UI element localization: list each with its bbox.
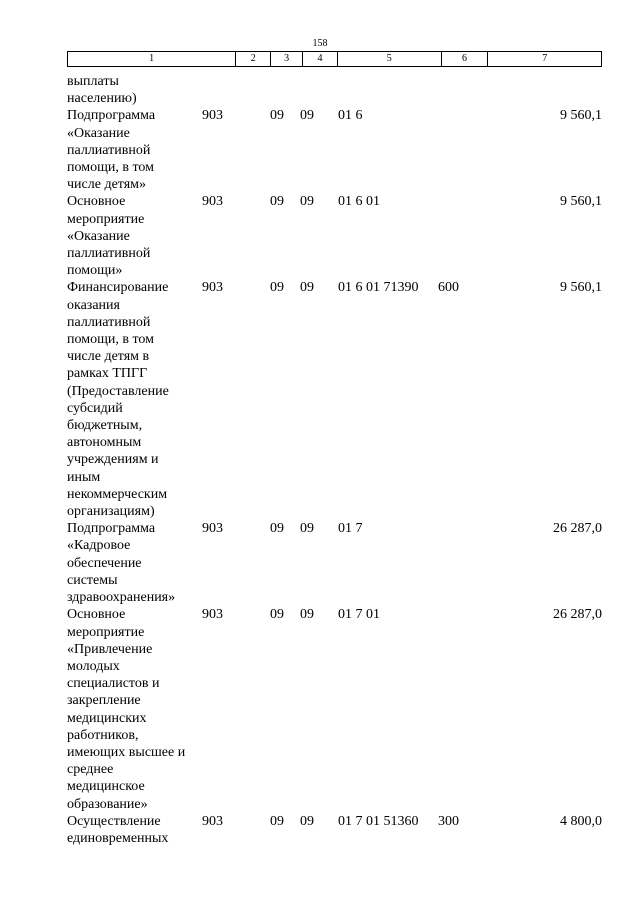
table-row <box>67 434 602 451</box>
row-name-line: организациям) <box>67 504 155 520</box>
header-col-4: 4 <box>303 52 338 66</box>
table-row <box>67 520 602 537</box>
row-name-line: Осуществление <box>67 813 161 829</box>
row-name-line: бюджетным, <box>67 418 143 434</box>
cell-col-5: 01 6 <box>338 108 363 124</box>
table-row <box>67 331 602 348</box>
table-row <box>67 451 602 468</box>
cell-col-4: 09 <box>300 108 314 124</box>
row-name-line: Основное <box>67 607 126 623</box>
table-row <box>67 279 602 296</box>
table-row <box>67 142 602 159</box>
header-col-5: 5 <box>338 52 442 66</box>
header-col-3: 3 <box>271 52 303 66</box>
header-col-6: 6 <box>442 52 489 66</box>
table-row <box>67 228 602 245</box>
row-name-line: выплаты <box>67 74 119 89</box>
cell-col-3 <box>270 73 300 90</box>
cell-col-2: 903 <box>202 280 223 296</box>
table-row <box>67 211 602 228</box>
row-name-line: Подпрограмма <box>67 521 156 537</box>
row-name-line: некоммерческим <box>67 486 168 502</box>
table-row <box>67 125 602 142</box>
table-row <box>67 658 602 675</box>
cell-col-6 <box>438 73 483 90</box>
row-name-line: паллиативной <box>67 314 151 330</box>
table-row <box>67 417 602 434</box>
table-header-row <box>67 51 602 67</box>
table-row <box>67 262 602 279</box>
row-name-line: числе детям в <box>67 349 150 365</box>
cell-col-7: 9 560,1 <box>560 194 602 210</box>
cell-col-6 <box>438 107 483 124</box>
cell-col-2: 903 <box>202 194 223 210</box>
cell-col-7: 4 800,0 <box>560 813 602 829</box>
row-name-line: населению) <box>67 91 137 107</box>
row-name-line: учреждениям и <box>67 452 159 468</box>
table-row <box>67 813 602 830</box>
cell-col-5: 01 7 01 51360 <box>338 813 419 829</box>
cell-col-5: 01 6 01 71390 <box>338 280 419 296</box>
table-row <box>67 761 602 778</box>
cell-col-7: 9 560,1 <box>560 108 602 124</box>
row-name-line: мероприятие <box>67 211 145 227</box>
row-name-line: образование» <box>67 796 148 812</box>
table-row <box>67 176 602 193</box>
cell-col-4: 09 <box>300 607 314 623</box>
row-name-line: Подпрограмма <box>67 108 156 124</box>
table-row <box>67 744 602 761</box>
cell-col-5: 01 7 01 <box>338 607 380 623</box>
table-row <box>67 400 602 417</box>
row-name-line: помощи, в том <box>67 332 154 348</box>
table-row <box>67 555 602 572</box>
cell-col-5: 01 6 01 <box>338 194 380 210</box>
table-row <box>67 606 602 623</box>
row-name-line: имеющих высшее и <box>67 744 186 760</box>
row-name-line: «Кадровое <box>67 538 131 554</box>
table-row <box>67 675 602 692</box>
cell-col-7: 26 287,0 <box>553 607 602 623</box>
cell-col-5: 01 7 <box>338 521 363 537</box>
row-name-line: среднее <box>67 762 114 778</box>
row-name-line: паллиативной <box>67 142 151 158</box>
cell-col-4: 09 <box>300 280 314 296</box>
cell-col-3: 09 <box>270 607 284 623</box>
cell-col-4: 09 <box>300 521 314 537</box>
table-row <box>67 692 602 709</box>
table-row <box>67 796 602 813</box>
cell-col-6 <box>438 606 483 623</box>
table-row <box>67 589 602 606</box>
table-row <box>67 90 602 107</box>
row-name-line: числе детям» <box>67 177 147 193</box>
table-row <box>67 537 602 554</box>
cell-col-7: 26 287,0 <box>553 521 602 537</box>
table-row <box>67 778 602 795</box>
row-name-line: медицинское <box>67 779 145 795</box>
header-col-2: 2 <box>236 52 271 66</box>
cell-col-6: 600 <box>438 280 459 296</box>
cell-col-3: 09 <box>270 521 284 537</box>
cell-col-6 <box>438 193 483 210</box>
cell-col-3: 09 <box>270 280 284 296</box>
cell-col-4 <box>300 73 338 90</box>
row-name-line: рамках ТПГГ <box>67 366 148 382</box>
table-row <box>67 193 602 210</box>
row-name-line: помощи» <box>67 263 123 279</box>
table-row <box>67 727 602 744</box>
cell-col-2: 903 <box>202 108 223 124</box>
row-name-line: Финансирование <box>67 280 169 296</box>
cell-col-3: 09 <box>270 813 284 829</box>
table-row <box>67 469 602 486</box>
table-row <box>67 641 602 658</box>
cell-col-3: 09 <box>270 108 284 124</box>
row-name-line: субсидий <box>67 400 123 416</box>
row-name-line: мероприятие <box>67 624 145 640</box>
row-name-line: (Предоставление <box>67 383 169 399</box>
row-name-line: единовременных <box>67 830 169 846</box>
cell-col-2: 903 <box>202 521 223 537</box>
row-name-line: работников, <box>67 727 139 743</box>
row-name-line: Основное <box>67 194 126 210</box>
row-name-line: паллиативной <box>67 246 151 262</box>
row-name-line: автономным <box>67 435 142 451</box>
table-row <box>67 830 602 847</box>
row-name-line: помощи, в том <box>67 160 154 176</box>
row-name-line: закрепление <box>67 693 141 709</box>
cell-col-3: 09 <box>270 194 284 210</box>
table-row <box>67 503 602 520</box>
table-row <box>67 348 602 365</box>
table-row <box>67 314 602 331</box>
row-name-line: иным <box>67 469 101 485</box>
row-name-line: здравоохранения» <box>67 590 176 606</box>
row-name-line: «Оказание <box>67 125 130 141</box>
row-name-line: системы <box>67 572 118 588</box>
row-name-line: «Оказание <box>67 228 130 244</box>
table-body <box>67 73 602 847</box>
header-col-1: 1 <box>68 52 236 66</box>
table-row <box>67 365 602 382</box>
table-row <box>67 297 602 314</box>
cell-col-6: 300 <box>438 813 459 829</box>
row-name-line: медицинских <box>67 710 147 726</box>
table-row <box>67 73 602 90</box>
cell-col-5 <box>338 73 438 90</box>
page-number: 158 <box>312 38 328 49</box>
row-name-line: «Привлечение <box>67 641 153 657</box>
table-row <box>67 572 602 589</box>
table-row <box>67 710 602 727</box>
table-row <box>67 624 602 641</box>
cell-col-2: 903 <box>202 813 223 829</box>
table-row <box>67 159 602 176</box>
row-name-line: молодых <box>67 658 120 674</box>
row-name-line: обеспечение <box>67 555 142 571</box>
table-row <box>67 245 602 262</box>
cell-col-7: 9 560,1 <box>560 280 602 296</box>
table-row <box>67 486 602 503</box>
row-name-line: оказания <box>67 297 120 313</box>
cell-col-2: 903 <box>202 607 223 623</box>
cell-col-6 <box>438 520 483 537</box>
row-name-line: специалистов и <box>67 676 160 692</box>
table-row <box>67 107 602 124</box>
header-col-7: 7 <box>542 53 548 64</box>
table-row <box>67 383 602 400</box>
cell-col-7 <box>483 73 602 90</box>
cell-col-4: 09 <box>300 813 314 829</box>
cell-col-2 <box>202 73 270 90</box>
cell-col-4: 09 <box>300 194 314 210</box>
